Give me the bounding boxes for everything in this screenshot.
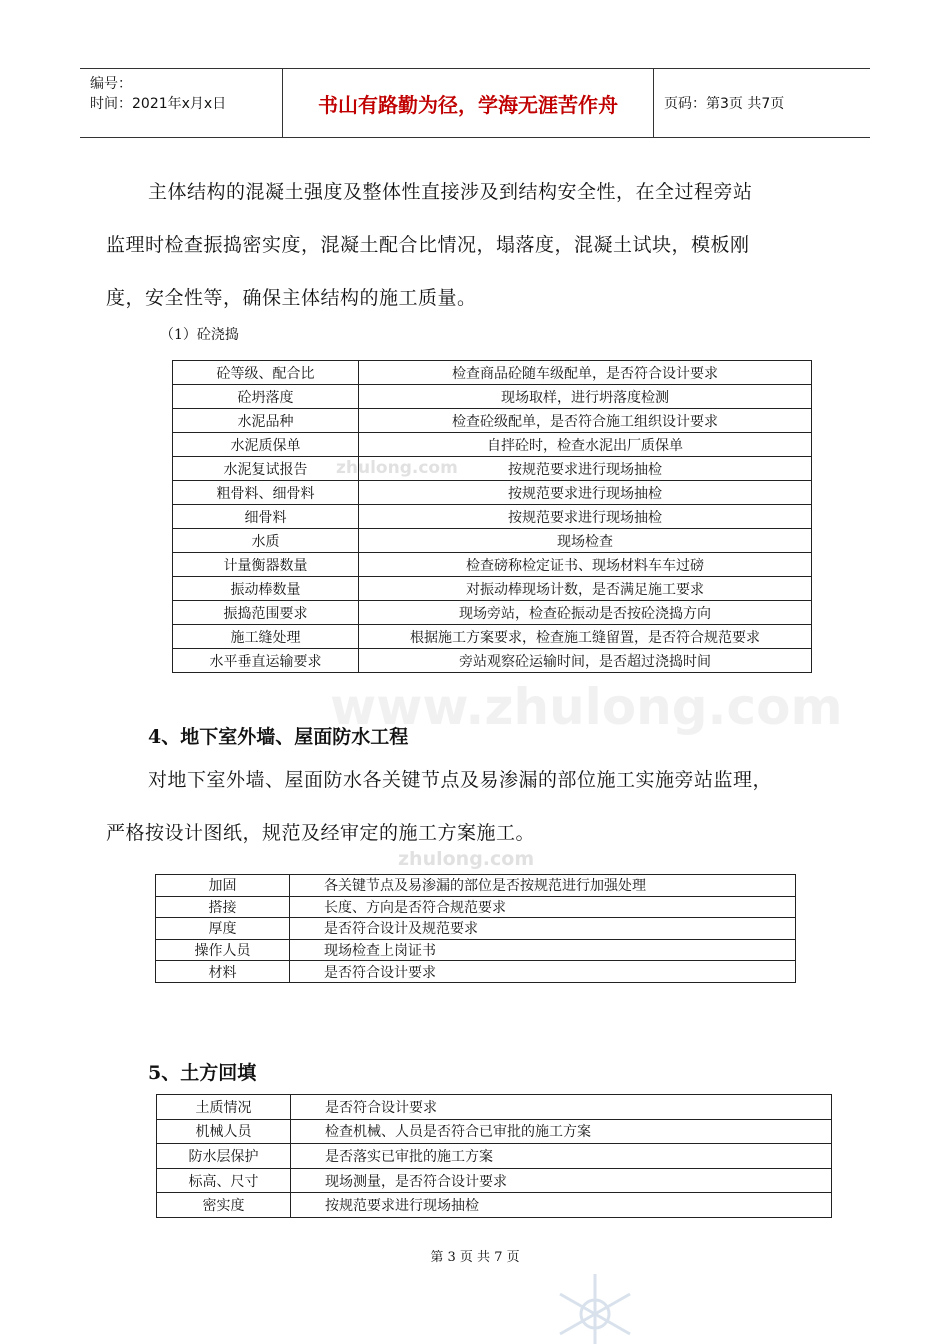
table-row bbox=[156, 918, 796, 940]
watermark: www.zhulong.com bbox=[330, 678, 843, 736]
section4-paragraph bbox=[106, 754, 846, 860]
requirement-cell: 是否符合设计要求 bbox=[291, 1095, 832, 1120]
section4-line: 对地下室外墙、屋面防水各关键节点及易渗漏的部位施工实施旁站监理， bbox=[148, 769, 773, 791]
section4-heading: 4、地下室外墙、屋面防水工程 bbox=[148, 726, 409, 748]
item-cell: 标高、尺寸 bbox=[157, 1168, 291, 1193]
item-cell: 粗骨料、细骨料 bbox=[173, 481, 359, 505]
item-cell: 土质情况 bbox=[157, 1095, 291, 1120]
requirement-cell: 按规范要求进行现场抽检 bbox=[359, 481, 812, 505]
page-header bbox=[80, 68, 870, 138]
requirement-cell: 检查商品砼随车级配单，是否符合设计要求 bbox=[359, 361, 812, 385]
backfill-table bbox=[156, 1094, 832, 1218]
table-row bbox=[157, 1144, 832, 1169]
table-row bbox=[173, 385, 812, 409]
number-label: 编号： bbox=[90, 76, 132, 92]
requirement-cell: 是否落实已审批的施工方案 bbox=[291, 1144, 832, 1169]
requirement-cell: 自拌砼时，检查水泥出厂质保单 bbox=[359, 433, 812, 457]
requirement-cell: 旁站观察砼运输时间，是否超过浇捣时间 bbox=[359, 649, 812, 673]
item-cell: 加固 bbox=[156, 875, 290, 897]
item-cell: 机械人员 bbox=[157, 1119, 291, 1144]
requirement-cell: 对振动棒现场计数，是否满足施工要求 bbox=[359, 577, 812, 601]
intro-line: 监理时检查振捣密实度，混凝土配合比情况，塌落度，混凝土试块，模板刚 bbox=[106, 234, 750, 256]
item-cell: 防水层保护 bbox=[157, 1144, 291, 1169]
item-cell: 搭接 bbox=[156, 896, 290, 918]
section4-line: 严格按设计图纸，规范及经审定的施工方案施工。 bbox=[106, 822, 536, 844]
item-cell: 水泥品种 bbox=[173, 409, 359, 433]
requirement-cell: 是否符合设计要求 bbox=[290, 961, 796, 983]
page-indicator: 页码：第3页 共7页 bbox=[664, 96, 785, 112]
motto: 书山有路勤为径，学海无涯苦作舟 bbox=[283, 69, 654, 137]
requirement-cell: 按规范要求进行现场抽检 bbox=[359, 457, 812, 481]
table-row bbox=[156, 939, 796, 961]
table-row bbox=[157, 1193, 832, 1218]
table-row bbox=[173, 529, 812, 553]
requirement-cell: 检查机械、人员是否符合已审批的施工方案 bbox=[291, 1119, 832, 1144]
requirement-cell: 现场检查上岗证书 bbox=[290, 939, 796, 961]
requirement-cell: 按规范要求进行现场抽检 bbox=[359, 505, 812, 529]
watermark: zhulong.com bbox=[336, 458, 458, 478]
snowflake-logo-icon bbox=[540, 1268, 650, 1344]
time-label: 时间：2021年x月x日 bbox=[90, 96, 227, 112]
item-cell: 细骨料 bbox=[173, 505, 359, 529]
waterproofing-table bbox=[155, 874, 796, 983]
item-cell: 水质 bbox=[173, 529, 359, 553]
item-cell: 操作人员 bbox=[156, 939, 290, 961]
table-row bbox=[157, 1168, 832, 1193]
requirement-cell: 检查磅称检定证书、现场材料车车过磅 bbox=[359, 553, 812, 577]
intro-line: 度，安全性等，确保主体结构的施工质量。 bbox=[106, 287, 477, 309]
table-row bbox=[173, 553, 812, 577]
item-cell: 水平垂直运输要求 bbox=[173, 649, 359, 673]
requirement-cell: 根据施工方案要求，检查施工缝留置，是否符合规范要求 bbox=[359, 625, 812, 649]
page-footer: 第 3 页 共 7 页 bbox=[430, 1250, 520, 1265]
table-row bbox=[173, 625, 812, 649]
requirement-cell: 按规范要求进行现场抽检 bbox=[291, 1193, 832, 1218]
table-row bbox=[156, 875, 796, 897]
intro-paragraph bbox=[106, 166, 846, 325]
watermark: zhulong.com bbox=[398, 848, 535, 870]
requirement-cell: 现场旁站，检查砼振动是否按砼浇捣方向 bbox=[359, 601, 812, 625]
item-cell: 计量衡器数量 bbox=[173, 553, 359, 577]
item-cell: 水泥复试报告 bbox=[173, 457, 359, 481]
table-row bbox=[173, 601, 812, 625]
table-row bbox=[173, 433, 812, 457]
table-row bbox=[157, 1095, 832, 1120]
item-cell: 材料 bbox=[156, 961, 290, 983]
requirement-cell: 长度、方向是否符合规范要求 bbox=[290, 896, 796, 918]
table-row bbox=[173, 409, 812, 433]
item-cell: 砼等级、配合比 bbox=[173, 361, 359, 385]
intro-line: 主体结构的混凝土强度及整体性直接涉及到结构安全性，在全过程旁站 bbox=[148, 181, 753, 203]
section5-heading: 5、土方回填 bbox=[148, 1062, 257, 1084]
table-row bbox=[173, 577, 812, 601]
table-row bbox=[173, 481, 812, 505]
table-row bbox=[157, 1119, 832, 1144]
requirement-cell: 检查砼级配单，是否符合施工组织设计要求 bbox=[359, 409, 812, 433]
item-cell: 振捣范围要求 bbox=[173, 601, 359, 625]
requirement-cell: 现场检查 bbox=[359, 529, 812, 553]
requirement-cell: 是否符合设计及规范要求 bbox=[290, 918, 796, 940]
table-row bbox=[173, 505, 812, 529]
table-row bbox=[173, 457, 812, 481]
item-cell: 砼坍落度 bbox=[173, 385, 359, 409]
item-cell: 密实度 bbox=[157, 1193, 291, 1218]
section3-caption: （1）砼浇捣 bbox=[160, 327, 239, 343]
item-cell: 水泥质保单 bbox=[173, 433, 359, 457]
requirement-cell: 现场取样，进行坍落度检测 bbox=[359, 385, 812, 409]
table-row bbox=[156, 896, 796, 918]
item-cell: 厚度 bbox=[156, 918, 290, 940]
requirement-cell: 现场测量，是否符合设计要求 bbox=[291, 1168, 832, 1193]
table-row bbox=[173, 361, 812, 385]
table-row bbox=[173, 649, 812, 673]
concrete-pour-table bbox=[172, 360, 812, 673]
requirement-cell: 各关键节点及易渗漏的部位是否按规范进行加强处理 bbox=[290, 875, 796, 897]
header-meta-cell bbox=[80, 69, 283, 137]
item-cell: 施工缝处理 bbox=[173, 625, 359, 649]
table-row bbox=[156, 961, 796, 983]
item-cell: 振动棒数量 bbox=[173, 577, 359, 601]
